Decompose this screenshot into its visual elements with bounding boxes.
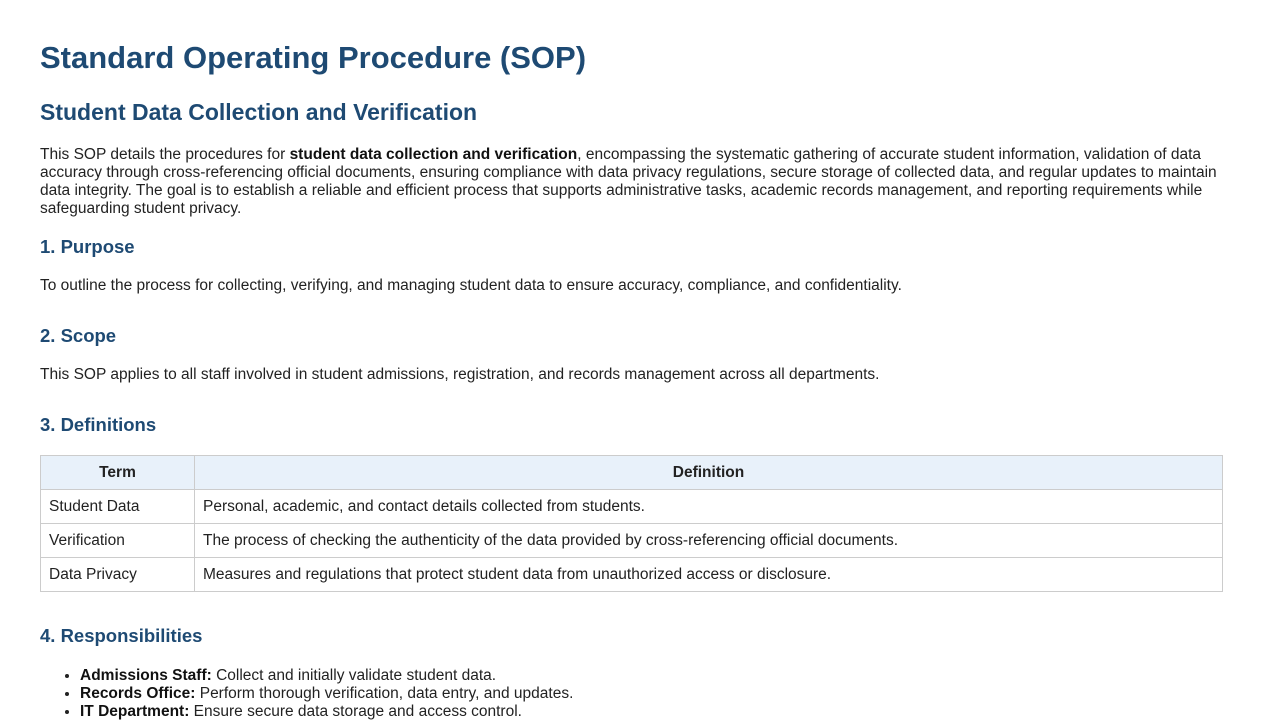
definition-cell: Personal, academic, and contact details collected from students. bbox=[195, 490, 1223, 524]
table-row bbox=[41, 524, 1223, 558]
list-item bbox=[80, 703, 573, 721]
role-description: Collect and initially validate student data. bbox=[211, 667, 497, 684]
term-cell: Student Data bbox=[41, 490, 195, 524]
table-header-row bbox=[41, 456, 1223, 490]
intro-text-bold: student data collection and verification bbox=[289, 146, 578, 163]
responsibilities-list bbox=[40, 667, 573, 721]
definitions-table bbox=[40, 455, 1223, 592]
section-heading-responsibilities: 4. Responsibilities bbox=[40, 625, 203, 646]
role-label: IT Department: bbox=[80, 703, 190, 720]
role-label: Records Office: bbox=[80, 685, 196, 702]
list-item bbox=[80, 685, 573, 703]
intro-text-after: , encompassing the systematic gathering of accurate student information, validation of data accuracy through cross-referencing official documents, ensuring compliance with data privacy regulations, secure storage of collected data, and regular updates to maintain data integrity. The goal is to establish a reliable and efficient process that supports administrative tasks, academic records management, and reporting requirements while safeguarding student privacy. bbox=[40, 146, 1217, 217]
column-header-definition: Definition bbox=[195, 456, 1223, 490]
section-heading-purpose: 1. Purpose bbox=[40, 236, 135, 257]
column-header-term: Term bbox=[41, 456, 195, 490]
definition-cell: The process of checking the authenticity of the data provided by cross-referencing official documents. bbox=[195, 524, 1223, 558]
table-row bbox=[41, 558, 1223, 592]
role-description: Ensure secure data storage and access control. bbox=[189, 703, 522, 720]
list-item bbox=[80, 667, 573, 685]
intro-paragraph bbox=[40, 146, 1223, 218]
term-cell: Verification bbox=[41, 524, 195, 558]
role-description: Perform thorough verification, data entry, and updates. bbox=[195, 685, 574, 702]
intro-text-before: This SOP details the procedures for bbox=[40, 146, 290, 163]
definition-cell: Measures and regulations that protect student data from unauthorized access or disclosure. bbox=[195, 558, 1223, 592]
section-heading-scope: 2. Scope bbox=[40, 325, 117, 346]
section-heading-definitions: 3. Definitions bbox=[40, 414, 157, 435]
page-subtitle: Student Data Collection and Verification bbox=[40, 99, 478, 125]
page-title: Standard Operating Procedure (SOP) bbox=[40, 40, 587, 75]
role-label: Admissions Staff: bbox=[80, 667, 212, 684]
table-row bbox=[41, 490, 1223, 524]
purpose-text: To outline the process for collecting, verifying, and managing student data to ensure accuracy, compliance, and confidentiality. bbox=[40, 277, 902, 294]
scope-text: This SOP applies to all staff involved in student admissions, registration, and records management across all departments. bbox=[40, 366, 880, 383]
term-cell: Data Privacy bbox=[41, 558, 195, 592]
